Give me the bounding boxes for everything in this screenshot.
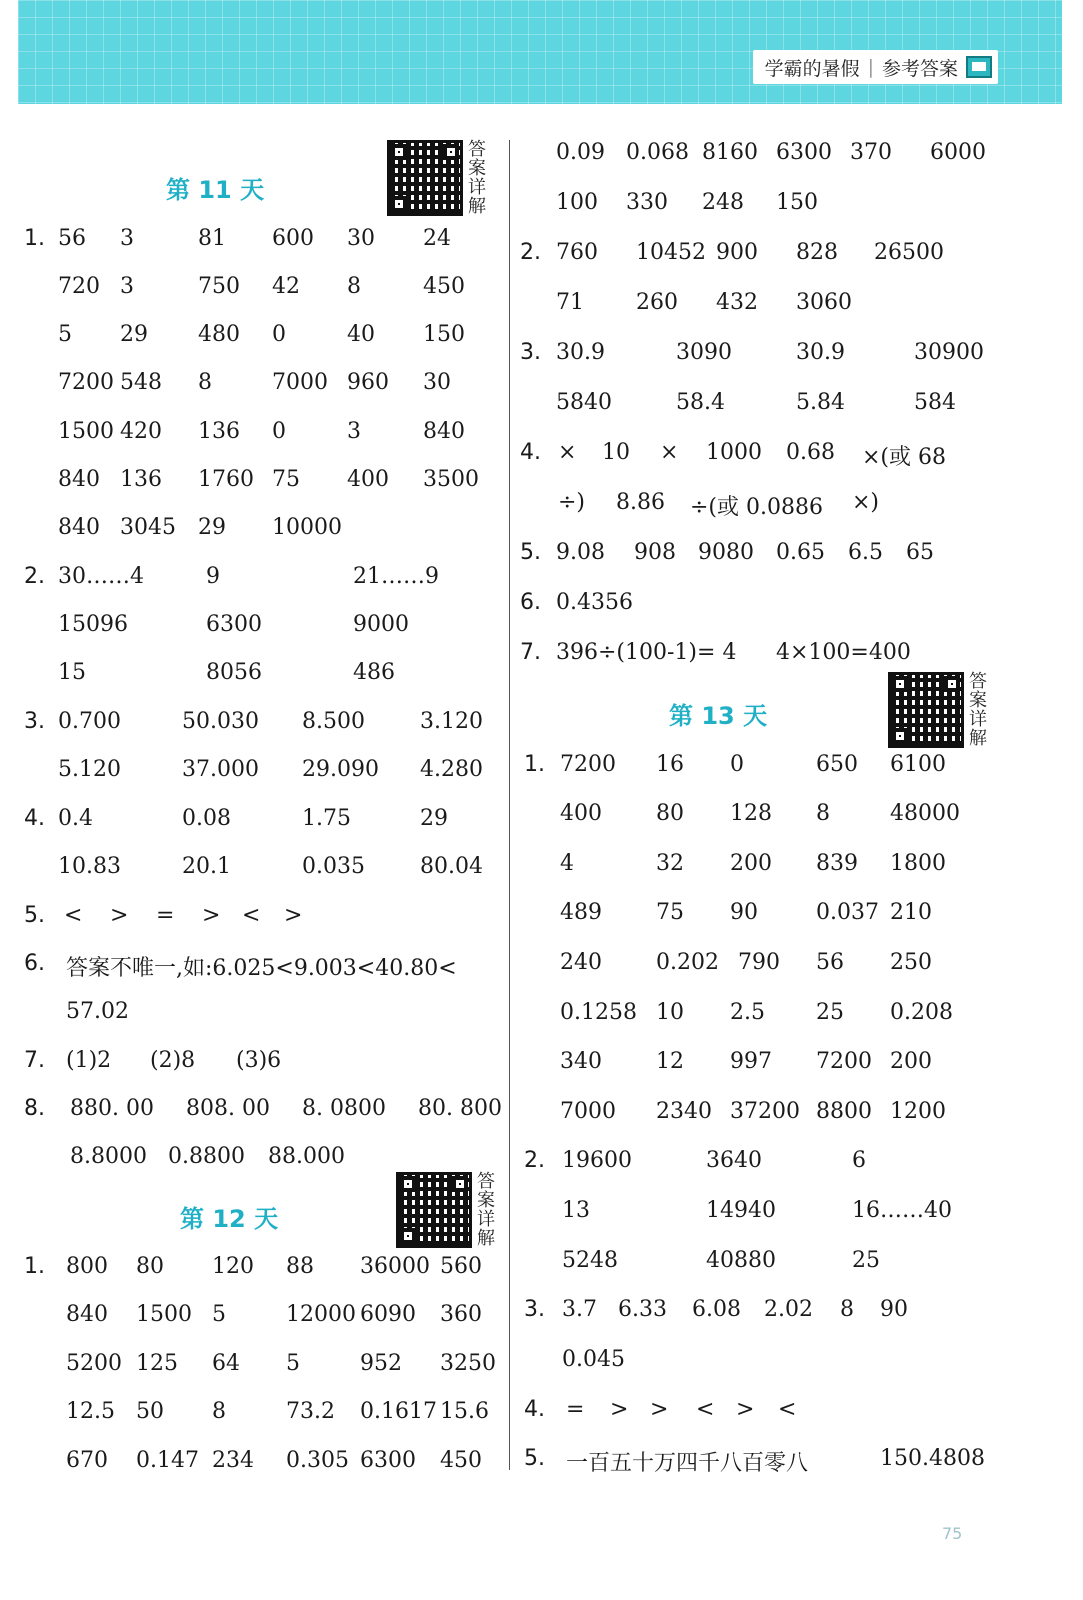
answer-cell: 0.035	[302, 854, 365, 879]
question-number: 2.	[524, 1148, 545, 1173]
answer-cell: 400	[347, 467, 389, 492]
answer-cell: 6300	[776, 140, 832, 165]
qr-finder-mark	[400, 1176, 416, 1192]
answer-cell: 900	[716, 240, 758, 265]
answer-cell: 1000	[706, 440, 762, 465]
qr-code-day-11[interactable]	[387, 140, 463, 216]
question-number: 2.	[24, 564, 45, 589]
answer-cell: 58.4	[676, 390, 725, 415]
answer-cell: 560	[440, 1254, 482, 1279]
answer-cell: 29	[420, 806, 448, 831]
answer-cell: 0.65	[776, 540, 825, 565]
answer-cell: 584	[914, 390, 956, 415]
answer-cell: 0.68	[786, 440, 835, 465]
answer-cell: 234	[212, 1448, 254, 1473]
answer-cell: 29	[120, 322, 148, 347]
answer-cell: 71	[556, 290, 584, 315]
answer-cell: 30	[423, 370, 451, 395]
qr-finder-mark	[391, 144, 407, 160]
answer-cell: 136	[120, 467, 162, 492]
answer-cell: 8	[840, 1297, 854, 1322]
answer-cell: 30.9	[556, 340, 605, 365]
answer-cell: ×	[660, 440, 679, 465]
answer-cell: 150	[423, 322, 465, 347]
answer-cell: 330	[626, 190, 668, 215]
answer-cell: 42	[272, 274, 300, 299]
answer-cell: 40	[347, 322, 375, 347]
answer-cell: 0.305	[286, 1448, 349, 1473]
answer-cell: 370	[850, 140, 892, 165]
qr-finder-mark	[400, 1228, 416, 1244]
answer-cell: <	[242, 903, 261, 928]
answer-cell: 1200	[890, 1099, 946, 1124]
answer-cell: 6300	[360, 1448, 416, 1473]
answer-cell: 25	[816, 1000, 844, 1025]
answer-cell: 136	[198, 419, 240, 444]
answer-cell: 839	[816, 851, 858, 876]
answer-cell: 88.000	[268, 1144, 345, 1169]
answer-cell: 0.068	[626, 140, 689, 165]
answer-cell: 670	[66, 1448, 108, 1473]
answer-cell: 260	[636, 290, 678, 315]
answer-cell: 12	[656, 1049, 684, 1074]
answer-cell: (1)2	[66, 1048, 112, 1073]
answer-cell: 5.120	[58, 757, 121, 782]
answer-cell: 56	[816, 950, 844, 975]
answer-cell: 5.84	[796, 390, 845, 415]
answer-cell: 答案不唯一,如:6.025<9.003<40.80<	[66, 956, 457, 981]
answer-cell: 840	[58, 467, 100, 492]
answer-cell: 150	[776, 190, 818, 215]
answer-cell: 0.1617	[360, 1399, 437, 1424]
answer-cell: 3.7	[562, 1297, 597, 1322]
answer-cell: 12.5	[66, 1399, 115, 1424]
answer-cell: 6000	[930, 140, 986, 165]
answer-cell: 80.04	[420, 854, 483, 879]
qr-code-day-13[interactable]	[888, 672, 964, 748]
answer-cell: >	[284, 903, 303, 928]
header-separator: |	[867, 56, 874, 78]
answer-cell: 6090	[360, 1302, 416, 1327]
answer-cell: 57.02	[66, 999, 129, 1024]
question-number: 5.	[524, 1446, 545, 1471]
answer-cell: 997	[730, 1049, 772, 1074]
answer-cell: 100	[556, 190, 598, 215]
answer-cell: 8	[816, 801, 830, 826]
answer-cell: 10	[602, 440, 630, 465]
answer-cell: 7000	[560, 1099, 616, 1124]
answer-cell: 一百五十万四千八百零八	[566, 1451, 809, 1476]
answer-cell: 486	[353, 660, 395, 685]
question-number: 3.	[524, 1297, 545, 1322]
answer-cell: 2340	[656, 1099, 712, 1124]
qr-finder-mark	[892, 676, 908, 692]
answer-cell: 952	[360, 1351, 402, 1376]
answer-cell: <	[778, 1397, 797, 1422]
answer-cell: 6100	[890, 752, 946, 777]
answer-cell: 5840	[556, 390, 612, 415]
section-title: 参考答案	[881, 57, 958, 80]
answer-cell: 3045	[120, 515, 176, 540]
answer-cell: 420	[120, 419, 162, 444]
answer-cell: 4	[560, 851, 574, 876]
answer-cell: 24	[423, 226, 451, 251]
answer-cell: 9.08	[556, 540, 605, 565]
answer-cell: 9000	[353, 612, 409, 637]
answer-cell: 0.147	[136, 1448, 199, 1473]
answer-cell: 12000	[286, 1302, 356, 1327]
answer-cell: 0.045	[562, 1347, 625, 1372]
answer-cell: 75	[656, 900, 684, 925]
answer-cell: 2.5	[730, 1000, 765, 1025]
answer-cell: 64	[212, 1351, 240, 1376]
answer-cell: 0.208	[890, 1000, 953, 1025]
answer-cell: 20.1	[182, 854, 231, 879]
answer-cell: 0.4	[58, 806, 93, 831]
answer-cell: 396÷(100-1)= 4	[556, 640, 737, 665]
answer-cell: 790	[738, 950, 780, 975]
answer-cell: 8800	[816, 1099, 872, 1124]
answer-cell: =	[566, 1397, 585, 1422]
qr-finder-mark	[944, 676, 960, 692]
answer-cell: ×	[558, 440, 577, 465]
answer-cell: 200	[890, 1049, 932, 1074]
answer-cell: 908	[634, 540, 676, 565]
question-number: 6.	[24, 951, 45, 976]
qr-code-day-12[interactable]	[396, 1172, 472, 1248]
answer-cell: 760	[556, 240, 598, 265]
answer-cell: 3	[120, 226, 134, 251]
qr-finder-mark	[452, 1176, 468, 1192]
answer-cell: ×)	[852, 490, 880, 515]
answer-cell: 80	[656, 801, 684, 826]
question-number: 1.	[24, 226, 45, 251]
series-title: 学霸的暑假	[764, 57, 860, 80]
header-banner	[18, 0, 1062, 104]
answer-cell: 5248	[562, 1248, 618, 1273]
answer-cell: 3060	[796, 290, 852, 315]
answer-cell: (2)8	[150, 1048, 196, 1073]
question-number: 4.	[524, 1397, 545, 1422]
page-number: 75	[942, 1524, 963, 1543]
answer-cell: 0.8800	[168, 1144, 245, 1169]
answer-cell: 32	[656, 851, 684, 876]
answer-cell: 14940	[706, 1198, 776, 1223]
answer-cell: 120	[212, 1254, 254, 1279]
answer-cell: 25	[852, 1248, 880, 1273]
answer-cell: 10000	[272, 515, 342, 540]
answer-cell: 800	[66, 1254, 108, 1279]
answer-cell: 8.86	[616, 490, 665, 515]
answer-cell: 548	[120, 370, 162, 395]
answer-cell: 450	[440, 1448, 482, 1473]
answer-cell: 4×100=400	[776, 640, 911, 665]
answer-cell: 240	[560, 950, 602, 975]
answer-cell: 9080	[698, 540, 754, 565]
answer-cell: 36000	[360, 1254, 430, 1279]
question-number: 3.	[24, 709, 45, 734]
answer-cell: 10.83	[58, 854, 121, 879]
answer-cell: 8. 0800	[302, 1096, 386, 1121]
answer-cell: 40880	[706, 1248, 776, 1273]
answer-cell: 30……4	[58, 564, 144, 589]
answer-cell: 8	[347, 274, 361, 299]
answer-cell: 30900	[914, 340, 984, 365]
answer-cell: 65	[906, 540, 934, 565]
answer-cell: 432	[716, 290, 758, 315]
answer-cell: 21……9	[353, 564, 439, 589]
answer-cell: 8160	[702, 140, 758, 165]
answer-cell: 3	[347, 419, 361, 444]
answer-cell: 75	[272, 467, 300, 492]
answer-cell: 3090	[676, 340, 732, 365]
answer-cell: 29	[198, 515, 226, 540]
answer-cell: 90	[730, 900, 758, 925]
answer-cell: 5	[212, 1302, 226, 1327]
answer-cell: 7200	[58, 370, 114, 395]
answer-cell: 37.000	[182, 757, 259, 782]
answer-cell: 840	[66, 1302, 108, 1327]
qr-finder-mark	[391, 196, 407, 212]
answer-cell: 0.202	[656, 950, 719, 975]
answer-cell: 8.500	[302, 709, 365, 734]
answer-cell: 10452	[636, 240, 706, 265]
answer-cell: 248	[702, 190, 744, 215]
answer-cell: <	[696, 1397, 715, 1422]
answer-cell: 3500	[423, 467, 479, 492]
answer-cell: 828	[796, 240, 838, 265]
answer-cell: ÷(或 0.0886	[690, 495, 823, 520]
answer-cell: 50.030	[182, 709, 259, 734]
answer-cell: 808. 00	[186, 1096, 270, 1121]
answer-cell: 7000	[272, 370, 328, 395]
answer-cell: 81	[198, 226, 226, 251]
answer-cell: <	[64, 903, 83, 928]
question-number: 4.	[24, 806, 45, 831]
answer-cell: 0.1258	[560, 1000, 637, 1025]
qr-label-day-13: 答案详解	[969, 671, 987, 749]
answer-cell: 5	[286, 1351, 300, 1376]
answer-cell: 50	[136, 1399, 164, 1424]
question-number: 6.	[520, 590, 541, 615]
answer-cell: >	[110, 903, 129, 928]
answer-cell: 80. 800	[418, 1096, 502, 1121]
answer-cell: 0.037	[816, 900, 879, 925]
answer-cell: 3640	[706, 1148, 762, 1173]
answer-cell: 480	[198, 322, 240, 347]
qr-finder-mark	[443, 144, 459, 160]
question-number: 1.	[524, 752, 545, 777]
answer-cell: 10	[656, 1000, 684, 1025]
answer-cell: 2.02	[764, 1297, 813, 1322]
answer-cell: 7200	[560, 752, 616, 777]
answer-cell: 1500	[58, 419, 114, 444]
answer-cell: 8.8000	[70, 1144, 147, 1169]
answer-cell: 8	[212, 1399, 226, 1424]
answer-cell: 750	[198, 274, 240, 299]
answer-cell: >	[650, 1397, 669, 1422]
answer-cell: 1.75	[302, 806, 351, 831]
answer-cell: 88	[286, 1254, 314, 1279]
day-12-title: 第 12 天	[180, 1205, 279, 1233]
answer-cell: 6.5	[848, 540, 883, 565]
answer-cell: 30	[347, 226, 375, 251]
answer-cell: 29.090	[302, 757, 379, 782]
answer-cell: >	[202, 903, 221, 928]
answer-cell: =	[156, 903, 175, 928]
answer-cell: 6.33	[618, 1297, 667, 1322]
answer-cell: 6300	[206, 612, 262, 637]
answer-cell: ÷)	[558, 490, 586, 515]
answer-cell: 56	[58, 226, 86, 251]
answer-cell: 840	[423, 419, 465, 444]
answer-cell: 3	[120, 274, 134, 299]
answer-cell: 720	[58, 274, 100, 299]
answer-cell: 80	[136, 1254, 164, 1279]
answer-cell: 73.2	[286, 1399, 335, 1424]
answer-cell: >	[736, 1397, 755, 1422]
answer-cell: >	[610, 1397, 629, 1422]
header-tag	[753, 50, 998, 84]
book-icon	[966, 56, 992, 78]
answer-cell: 48000	[890, 801, 960, 826]
answer-cell: 1800	[890, 851, 946, 876]
answer-cell: 90	[880, 1297, 908, 1322]
answer-cell: 19600	[562, 1148, 632, 1173]
question-number: 7.	[24, 1048, 45, 1073]
qr-label-day-12: 答案详解	[477, 1171, 495, 1249]
answer-cell: 210	[890, 900, 932, 925]
answer-cell: 5200	[66, 1351, 122, 1376]
answer-cell: 0.700	[58, 709, 121, 734]
answer-cell: 0.09	[556, 140, 605, 165]
answer-cell: 650	[816, 752, 858, 777]
question-number: 5.	[24, 903, 45, 928]
answer-cell: 600	[272, 226, 314, 251]
answer-cell: 840	[58, 515, 100, 540]
day-11-title: 第 11 天	[166, 176, 265, 204]
qr-finder-mark	[892, 728, 908, 744]
answer-cell: 5	[58, 322, 72, 347]
answer-cell: 125	[136, 1351, 178, 1376]
answer-cell: 3250	[440, 1351, 496, 1376]
answer-cell: 37200	[730, 1099, 800, 1124]
question-number: 7.	[520, 640, 541, 665]
answer-cell: 13	[562, 1198, 590, 1223]
answer-cell: 0	[272, 419, 286, 444]
answer-cell: 360	[440, 1302, 482, 1327]
answer-cell: 8056	[206, 660, 262, 685]
answer-cell: 16	[656, 752, 684, 777]
question-number: 8.	[24, 1096, 45, 1121]
answer-cell: 4.280	[420, 757, 483, 782]
answer-cell: ×(或 68	[862, 445, 947, 470]
answer-cell: 250	[890, 950, 932, 975]
question-number: 2.	[520, 240, 541, 265]
answer-cell: 16……40	[852, 1198, 952, 1223]
answer-cell: (3)6	[236, 1048, 282, 1073]
answer-cell: 1500	[136, 1302, 192, 1327]
answer-cell: 0	[730, 752, 744, 777]
question-number: 1.	[24, 1254, 45, 1279]
answer-cell: 450	[423, 274, 465, 299]
answer-cell: 6	[852, 1148, 866, 1173]
answer-cell: 15	[58, 660, 86, 685]
answer-cell: 200	[730, 851, 772, 876]
answer-cell: 0.08	[182, 806, 231, 831]
day-13-title: 第 13 天	[669, 702, 768, 730]
answer-cell: 9	[206, 564, 220, 589]
answer-cell: 30.9	[796, 340, 845, 365]
question-number: 3.	[520, 340, 541, 365]
answer-cell: 0.4356	[556, 590, 633, 615]
answer-cell: 8	[198, 370, 212, 395]
answer-cell: 3.120	[420, 709, 483, 734]
answer-cell: 400	[560, 801, 602, 826]
answer-cell: 15.6	[440, 1399, 489, 1424]
answer-cell: 0	[272, 322, 286, 347]
answer-cell: 15096	[58, 612, 128, 637]
answer-cell: 6.08	[692, 1297, 741, 1322]
answer-cell: 150.4808	[880, 1446, 985, 1471]
answer-cell: 960	[347, 370, 389, 395]
answer-cell: 1760	[198, 467, 254, 492]
answer-cell: 26500	[874, 240, 944, 265]
question-number: 4.	[520, 440, 541, 465]
answer-cell: 880. 00	[70, 1096, 154, 1121]
qr-label-day-11: 答案详解	[468, 139, 486, 217]
question-number: 5.	[520, 540, 541, 565]
answer-cell: 340	[560, 1049, 602, 1074]
answer-cell: 7200	[816, 1049, 872, 1074]
answer-cell: 128	[730, 801, 772, 826]
column-divider	[509, 140, 510, 1470]
answer-cell: 489	[560, 900, 602, 925]
